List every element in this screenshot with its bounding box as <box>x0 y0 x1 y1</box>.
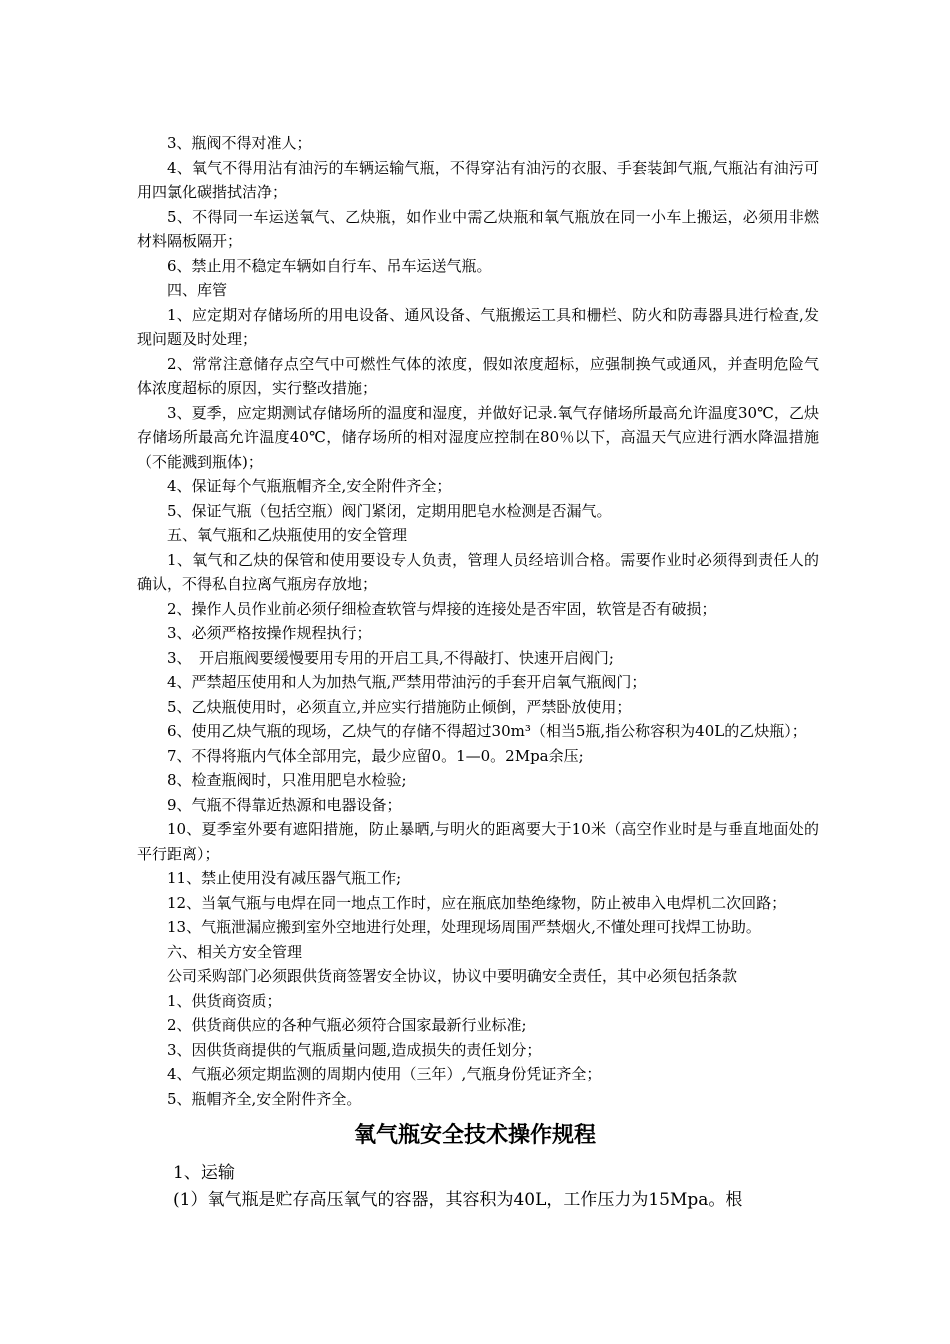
paragraph: 5、保证气瓶（包括空瓶）阀门紧闭，定期用肥皂水检测是否漏气。 <box>167 501 612 520</box>
body-text <box>137 131 819 1111</box>
paragraph: 4、严禁超压使用和人为加热气瓶,严禁用带油污的手套开启氧气瓶阀门； <box>167 673 647 691</box>
paragraph: 4、氧气不得用沾有油污的车辆运输气瓶，不得穿沾有油污的衣服、手套装卸气瓶,气瓶沾有油污可用四氯化碳揩拭洁净； <box>137 158 819 201</box>
paragraph: 3、必须严格按操作规程执行； <box>167 624 372 642</box>
paragraph: 2、常常注意储存点空气中可燃性气体的浓度，假如浓度超标，应强制换气或通风，并查明危险气体浓度超标的原因，实行整改措施； <box>137 354 819 397</box>
paragraph: 5、不得同一车运送氧气、乙炔瓶，如作业中需乙炔瓶和氧气瓶放在同一小车上搬运，必须用非燃材料隔板隔开； <box>137 207 819 250</box>
paragraph: 10、夏季室外要有遮阳措施，防止暴晒,与明火的距离要大于10米（高空作业时是与垂直地面处的平行距离）； <box>137 820 819 863</box>
paragraph: 3、 开启瓶阀要缓慢要用专用的开启工具,不得敲打、快速开启阀门; <box>167 648 614 667</box>
paragraph: 5、瓶帽齐全,安全附件齐全。 <box>167 1089 362 1108</box>
paragraph: 3、因供货商提供的气瓶质量问题,造成损失的责任划分； <box>167 1040 542 1059</box>
paragraph: 2、操作人员作业前必须仔细检查软管与焊接的连接处是否牢固，软管是否有破损； <box>167 599 717 618</box>
section-heading: 六、相关方安全管理 <box>167 942 303 961</box>
paragraph: 6、禁止用不稳定车辆如自行车、吊车运送气瓶。 <box>167 256 492 275</box>
paragraph: 4、气瓶必须定期监测的周期内使用（三年）,气瓶身份凭证齐全； <box>167 1065 602 1083</box>
section-text <box>137 1160 819 1214</box>
paragraph: 公司采购部门必须跟供货商签署安全协议，协议中要明确安全责任，其中必须包括条款 <box>167 967 738 985</box>
paragraph: 1、供货商资质； <box>167 991 282 1010</box>
paragraph: 7、不得将瓶内气体全部用完，最少应留0。1—0。2Mpa余压; <box>167 746 584 765</box>
paragraph: 1、氧气和乙炔的保管和使用要设专人负责，管理人员经培训合格。需要作业时必须得到责任人的确认，不得私自拉离气瓶房存放地； <box>137 550 819 593</box>
section-heading: 五、氧气瓶和乙炔瓶使用的安全管理 <box>167 526 408 544</box>
paragraph: 6、使用乙炔气瓶的现场，乙炔气的存储不得超过30m³（相当5瓶,指公称容积为40L的乙炔瓶）； <box>167 722 807 740</box>
subheading: 1、运输 <box>173 1163 235 1183</box>
paragraph: 3、瓶阀不得对准人； <box>167 134 312 152</box>
paragraph: (1）氧气瓶是贮存高压氧气的容器，其容积为40L，工作压力为15Mpa。根 <box>173 1190 743 1210</box>
paragraph: 1、应定期对存储场所的用电设备、通风设备、气瓶搬运工具和栅栏、防火和防毒器具进行检查,发现问题及时处理； <box>137 305 819 348</box>
section-heading: 四、库管 <box>167 281 228 299</box>
paragraph: 13、气瓶泄漏应搬到室外空地进行处理，处理现场周围严禁烟火,不懂处理可找焊工协助。 <box>167 918 761 936</box>
paragraph: 9、气瓶不得靠近热源和电器设备； <box>167 795 402 814</box>
paragraph: 3、夏季，应定期测试存储场所的温度和湿度，并做好记录.氧气存储场所最高允许温度30℃，乙炔存储场所最高允许温度40℃，储存场所的相对湿度应控制在80％以下，高温天气应进行洒水降温措施（不能溅到瓶体)； <box>137 403 819 471</box>
paragraph: 11、禁止使用没有减压器气瓶工作; <box>167 869 402 887</box>
paragraph: 12、当氧气瓶与电焊在同一地点工作时，应在瓶底加垫绝缘物，防止被串入电焊机二次回路； <box>167 893 787 912</box>
paragraph: 5、乙炔瓶使用时，必须直立,并应实行措施防止倾倒，严禁卧放使用； <box>167 697 632 716</box>
paragraph: 4、保证每个气瓶瓶帽齐全,安全附件齐全； <box>167 477 452 495</box>
paragraph: 8、检查瓶阀时，只准用肥皂水检验; <box>167 771 407 789</box>
document-title: 氧气瓶安全技术操作规程 <box>353 1123 596 1148</box>
paragraph: 2、供货商供应的各种气瓶必须符合国家最新行业标准; <box>167 1016 527 1034</box>
